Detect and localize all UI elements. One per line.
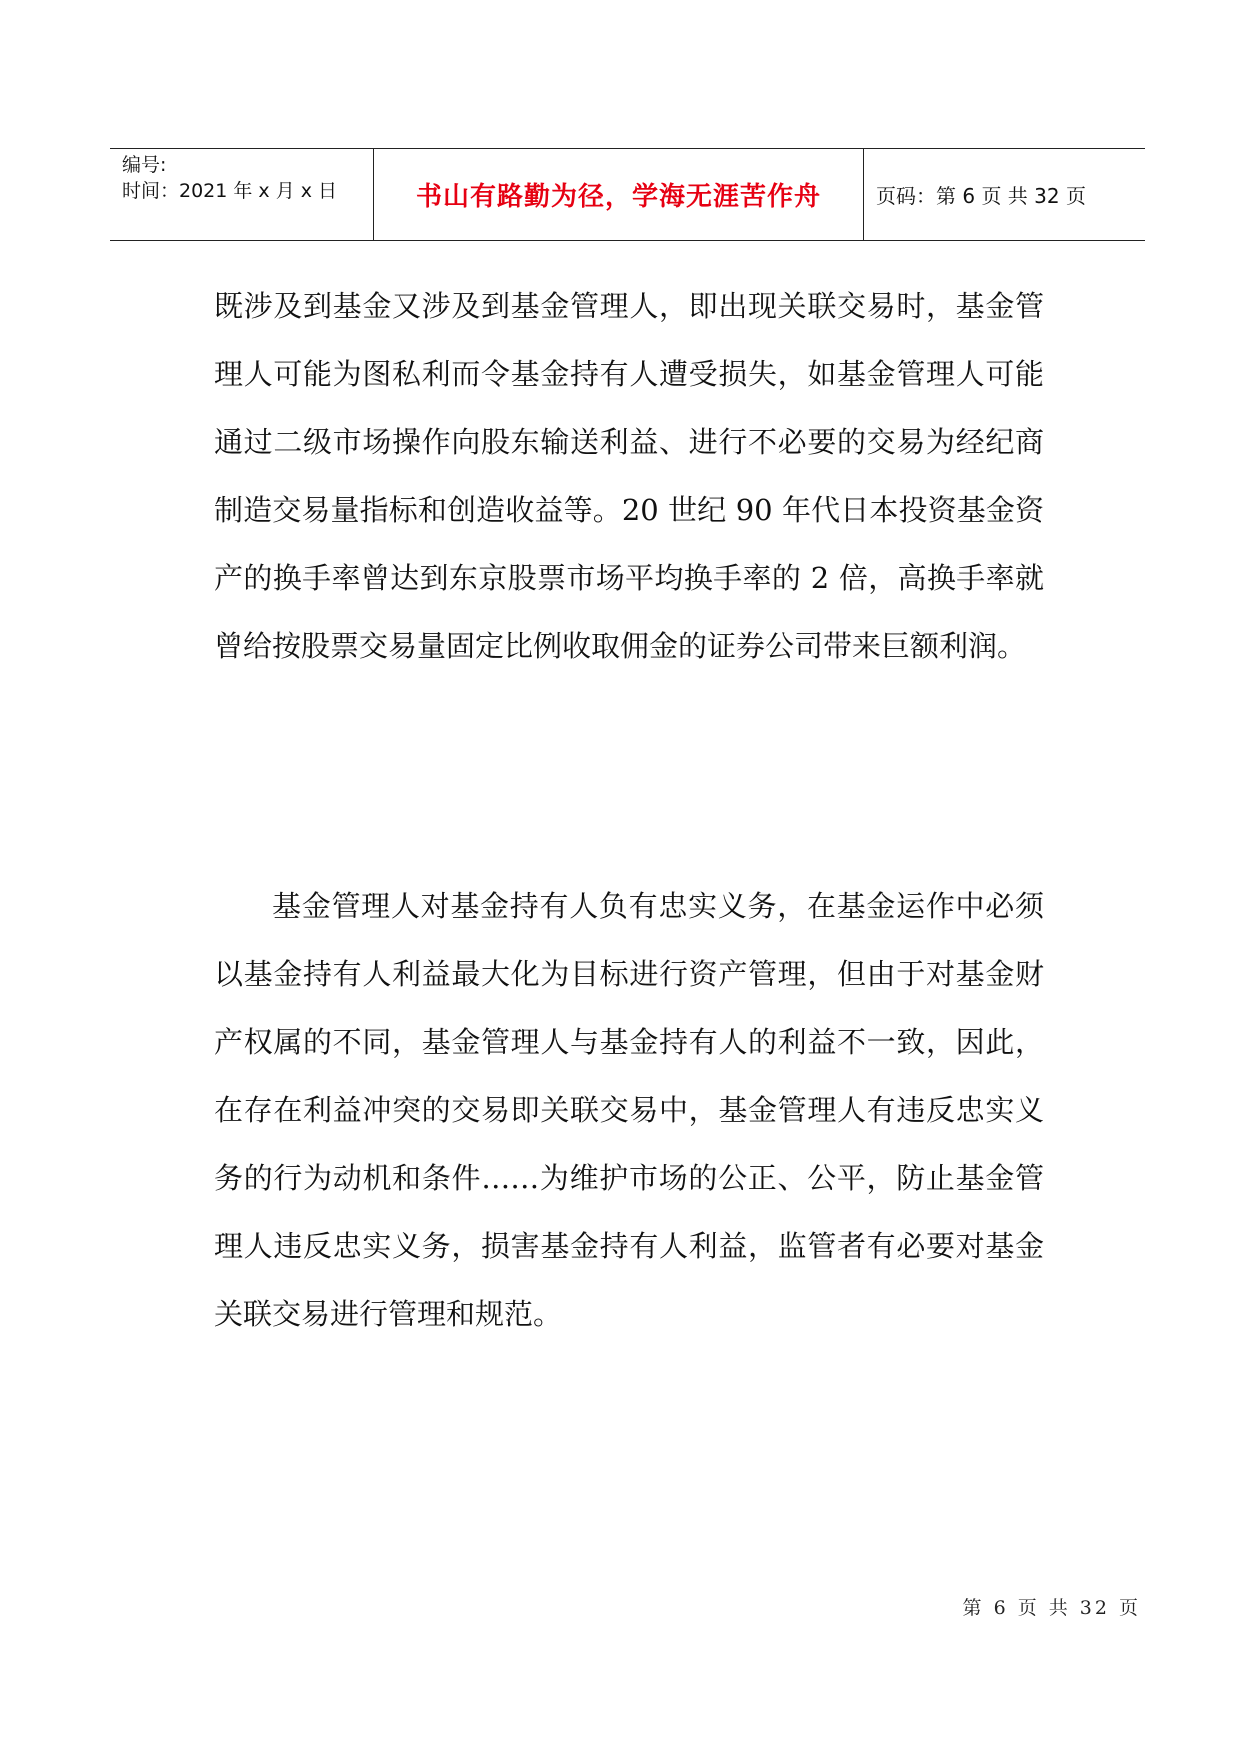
header-page-info: 页码：第 6 页 共 32 页 — [876, 184, 1086, 208]
page-footer: 第 6 页 共 32 页 — [962, 1597, 1141, 1619]
header-motto-cell — [374, 149, 864, 240]
document-number-label: 编号: — [122, 154, 167, 176]
header-meta — [110, 149, 374, 240]
body-paragraph-2: 基金管理人对基金持有人负有忠实义务，在基金运作中必须以基金持有人利益最大化为目标进行资产管理，但由于对基金财产权属的不同，基金管理人与基金持有人的利益不一致，因此，在存在利益冲突的交易即关联交易中，基金管理人有违反忠实义务的行为动机和条件……为维护市场的公正、公平，防止基金管理人违反忠实义务，损害基金持有人利益，监管者有必要对基金关联交易进行管理和规范。 — [214, 889, 1044, 1331]
document-date: 时间：2021 年 x 月 x 日 — [122, 180, 338, 202]
body-paragraph-1: 既涉及到基金又涉及到基金管理人，即出现关联交易时，基金管理人可能为图私利而令基金持有人遭受损失，如基金管理人可能通过二级市场操作向股东输送利益、进行不必要的交易为经纪商制造交易量指标和创造收益等。20 世纪 90 年代日本投资基金资产的换手率曾达到东京股票市场平均换手率的 2 倍，高换手率就曾给按股票交易量固定比例收取佣金的证券公司带来巨额利润。 — [214, 289, 1044, 663]
header-page-info-cell — [864, 149, 1145, 240]
header-motto: 书山有路勤为径，学海无涯苦作舟 — [415, 182, 821, 212]
page-header — [110, 148, 1145, 241]
